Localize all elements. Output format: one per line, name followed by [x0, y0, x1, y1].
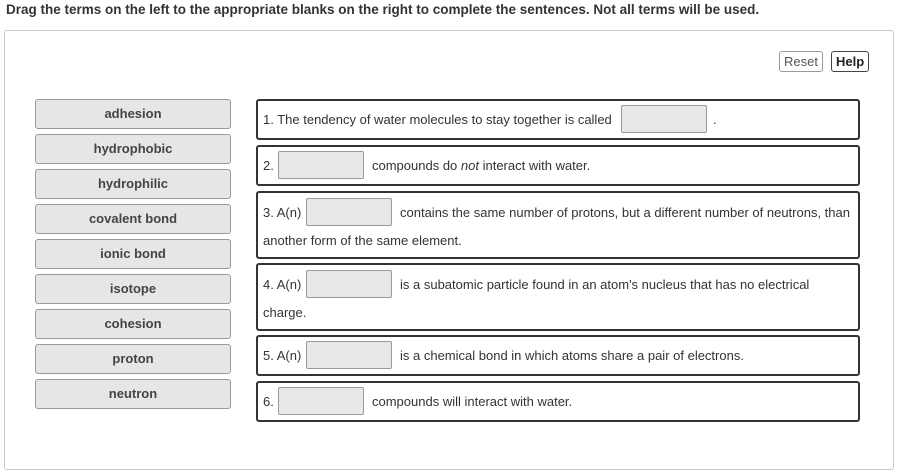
sentence-3 — [256, 191, 860, 259]
sentence-3-prefix: 3. A(n) — [263, 205, 302, 220]
term-proton[interactable]: proton — [35, 344, 231, 374]
term-isotope[interactable]: isotope — [35, 274, 231, 304]
instructions-text: Drag the terms on the left to the appropriate blanks on the right to complete the sentences. Not all terms will be used. — [6, 2, 760, 17]
term-hydrophobic[interactable]: hydrophobic — [35, 134, 231, 164]
sentence-1 — [256, 99, 860, 140]
sentence-5 — [256, 335, 860, 376]
sentence-3-text: contains the same number of protons, but a different number of neutrons, than — [400, 205, 850, 220]
sentence-6-number: 6. — [263, 394, 274, 409]
term-ionic-bond[interactable]: ionic bond — [35, 239, 231, 269]
help-button[interactable]: Help — [831, 51, 869, 72]
sentence-6-text: compounds will interact with water. — [372, 394, 573, 409]
sentence-6 — [256, 381, 860, 422]
term-cohesion[interactable]: cohesion — [35, 309, 231, 339]
sentence-5-prefix: 5. A(n) — [263, 348, 302, 363]
sentence-4-text-line2: charge. — [263, 305, 307, 320]
sentence-6-drop-blank[interactable] — [278, 387, 364, 415]
sentence-2 — [256, 145, 860, 186]
term-neutron[interactable]: neutron — [35, 379, 231, 409]
reset-button[interactable]: Reset — [779, 51, 823, 72]
sentence-4-text: is a subatomic particle found in an atom's nucleus that has no electrical — [400, 277, 810, 292]
sentence-3-text-line2: another form of the same element. — [263, 233, 462, 248]
sentence-4 — [256, 263, 860, 331]
sentence-1-text: 1. The tendency of water molecules to stay together is called — [263, 112, 612, 127]
sentence-5-text: is a chemical bond in which atoms share a pair of electrons. — [400, 348, 744, 363]
term-covalent-bond[interactable]: covalent bond — [35, 204, 231, 234]
sentence-4-drop-blank[interactable] — [306, 270, 392, 298]
sentence-2-drop-blank[interactable] — [278, 151, 364, 179]
sentence-2-number: 2. — [263, 158, 274, 173]
term-adhesion[interactable]: adhesion — [35, 99, 231, 129]
sentence-3-drop-blank[interactable] — [306, 198, 392, 226]
sentence-4-prefix: 4. A(n) — [263, 277, 302, 292]
sentence-2-text: compounds do not interact with water. — [372, 158, 591, 173]
sentence-1-drop-blank[interactable] — [621, 105, 707, 133]
sentence-5-drop-blank[interactable] — [306, 341, 392, 369]
term-hydrophilic[interactable]: hydrophilic — [35, 169, 231, 199]
sentence-1-period: . — [713, 112, 717, 127]
